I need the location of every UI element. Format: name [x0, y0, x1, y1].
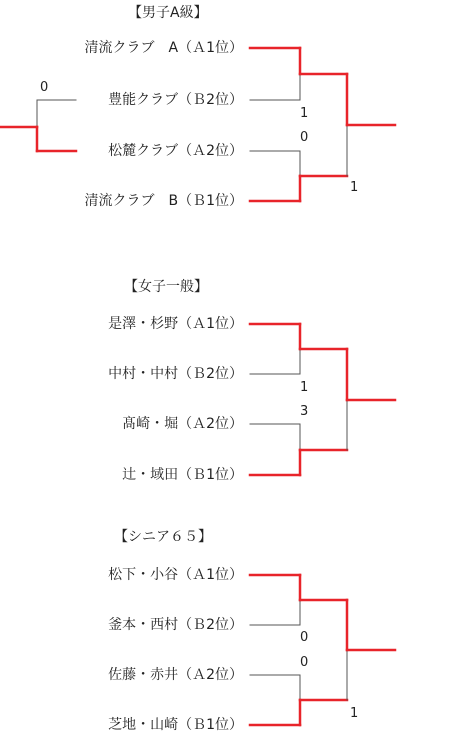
score-label: 1 [350, 706, 359, 721]
entry-label: 佐藤・赤井（Ａ2位） [108, 667, 243, 683]
section-title: 【女子一般】 [124, 279, 208, 295]
score-label: 1 [350, 180, 359, 195]
entry-label: 釜本・西村（Ｂ2位） [108, 617, 243, 633]
section-title: 【シニア６５】 [114, 529, 212, 545]
entry-label: 清流クラブ B（Ｂ1位） [84, 193, 243, 209]
entry-label: 芝地・山崎（Ｂ1位） [108, 717, 243, 733]
score-label: 1 [300, 380, 309, 395]
entry-label: 是澤・杉野（Ａ1位） [108, 316, 243, 332]
score-label: 0 [40, 80, 49, 95]
entry-label: 辻・域田（Ｂ1位） [122, 467, 243, 483]
score-label: 3 [300, 404, 309, 419]
entry-label: 松麓クラブ（Ａ2位） [108, 143, 243, 159]
score-label: 0 [300, 130, 309, 145]
entry-label: 豊能クラブ（Ｂ2位） [108, 92, 243, 108]
entry-label: 清流クラブ A（Ａ1位） [84, 40, 243, 56]
entry-label: 中村・中村（Ｂ2位） [108, 366, 243, 382]
section-title: 【男子A級】 [128, 5, 208, 21]
score-label: 0 [300, 630, 309, 645]
score-label: 1 [300, 106, 309, 121]
entry-label: 松下・小谷（Ａ1位） [108, 567, 243, 583]
score-label: 0 [300, 655, 309, 670]
entry-label: 髙崎・堀（Ａ2位） [122, 416, 243, 432]
